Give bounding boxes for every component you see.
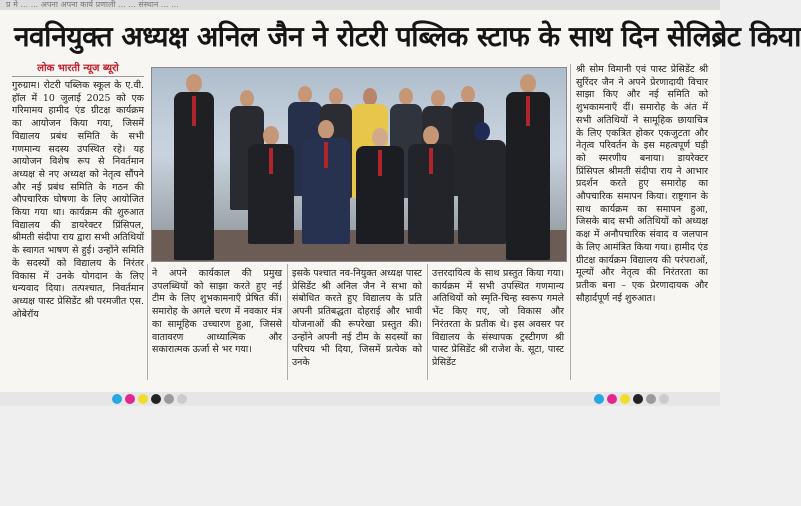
registration-dot-right	[659, 394, 669, 404]
headline: नवनियुक्त अध्यक्ष अनिल जैन ने रोटरी पब्लिक स्टाफ के साथ दिन सेलिब्रेट किया	[14, 20, 801, 53]
person-seated	[458, 122, 506, 244]
byline: लोक भारती न्यूज ब्यूरो	[12, 62, 144, 77]
article-column-5: श्री सोम विमानी एवं पास्ट प्रेसिडेंट श्री सुरिंदर जैन ने अपने प्रेरणादायी विचार साझा किए और नई समिति को शुभकामनाएँ दीं। समारोह के अंत में सभी अतिथियों ने सामूहिक छायाचित्र के लिए एकत्रित होकर एकजुटता और नेतृत्व परिवर्तन के इस महत्वपूर्ण घड़ी को स्मरणीय बनाया। डायरेक्टर प्रिंसिपल श्रीमती संदीपा राय ने आभार प्रदर्शन करते हुए समारोह का औपचारिक समापन किया। राष्ट्रगान के साथ कार्यक्रम का समापन हुआ, जिसके बाद सभी अतिथियों को अध्यक्ष कक्ष में अनौपचारिक संवाद व जलपान के लिए आमंत्रित किया गया। हामीद एंड ग्रीटक्ष कार्यक्रम विद्यालय की परंपराओं, मूल्यों और नेतृत्व की निरंतरता का प्रतीक बना – एक प्रेरणादायक और सौहार्दपूर्ण नई शुरुआत।	[576, 64, 708, 304]
registration-dot-right	[607, 394, 617, 404]
cut-top-strip	[0, 0, 720, 10]
article-column-2: ने अपने कार्यकाल की प्रमुख उपलब्धियों को साझा करते हुए नई टीम के लिए शुभकामनाएँ प्रेषित कीं। समारोह के अगले चरण में नवकार मंत्र का सामूहिक उच्चारण हुआ, जिससे वातावरण आध्यात्मिक और सकारात्मक ऊर्जा से भर गया।	[152, 268, 282, 356]
person-seated	[302, 120, 350, 244]
registration-dot-right	[594, 394, 604, 404]
column-rule	[287, 264, 288, 380]
group-photo	[151, 67, 567, 262]
registration-dot-left	[125, 394, 135, 404]
registration-dot-right	[620, 394, 630, 404]
person-seated	[356, 128, 404, 244]
registration-dot-right	[633, 394, 643, 404]
registration-dot-left	[112, 394, 122, 404]
article-column-4: उत्तरदायित्व के साथ प्रस्तुत किया गया। कार्यक्रम में सभी उपस्थित गणमान्य अतिथियों को स्मृति-चिन्ह स्वरूप गमले भेंट किए गए, जो विकास और निरंतरता के प्रतीक थे। इस अवसर पर विद्यालय के संस्थापक ट्रस्टीगण श्री पास्ट प्रेसिडेंट श्री राजेश के. सूटा, पास्ट प्रेसिडेंट	[432, 268, 564, 368]
column-rule	[570, 64, 571, 380]
registration-dot-right	[646, 394, 656, 404]
article-column-3: इसके पश्चात नव-नियुक्त अध्यक्ष पास्ट प्रेसिडेंट श्री अनिल जैन ने सभा को संबोधित करते हुए विद्यालय के प्रति अपनी प्रतिबद्धता दोहराई और भावी योजनाओं की रूपरेखा प्रस्तुत की। उन्होंने अपनी नई टीम के सदस्यों का परिचय भी दिया, जिसमें प्रत्येक को उनके	[292, 268, 422, 368]
article-column-1: गुरुग्राम। रोटरी पब्लिक स्कूल के ए.वी. हॉल में 10 जुलाई 2025 को एक गरिमामय हामीद एंड ग्रीटक्ष कार्यक्रम का आयोजन किया गया, जिसमें विद्यालय प्रबंध समिति के सभी गणमान्य सदस्य उपस्थित रहे। यह आयोजन विशेष रूप से निवर्तमान अध्यक्ष से नए अध्यक्ष को नेतृत्व सौंपने और नई प्रबंध समिति के गठन की औपचारिक घोषणा के लिए आयोजित किया गया था। कार्यक्रम की शुरुआत विद्यालय की डायरेक्टर प्रिंसिपल, श्रीमती संदीपा राय द्वारा सभी अतिथियों के स्वागत भाषण से हुई। उन्होंने समिति के सदस्यों को विद्यालय के निरंतर विकास में उनके योगदान के लिए धन्यवाद दिया। तत्पश्चात, निवर्तमान अध्यक्ष पास्ट प्रेसिडेंट श्री परमजीत एस. ओबेरॉय	[12, 80, 144, 320]
registration-dot-left	[164, 394, 174, 404]
registration-dot-left	[138, 394, 148, 404]
person-standing	[174, 74, 214, 264]
registration-dot-left	[151, 394, 161, 404]
person-standing	[506, 74, 550, 264]
person-seated	[408, 126, 454, 244]
cut-top-text: प्र मे ... ... अपना अपना कार्य प्रणाली ... ... संस्थान ... ...	[6, 0, 179, 9]
column-rule	[427, 264, 428, 380]
person-seated	[248, 126, 294, 244]
column-rule	[147, 264, 148, 380]
registration-dot-left	[177, 394, 187, 404]
